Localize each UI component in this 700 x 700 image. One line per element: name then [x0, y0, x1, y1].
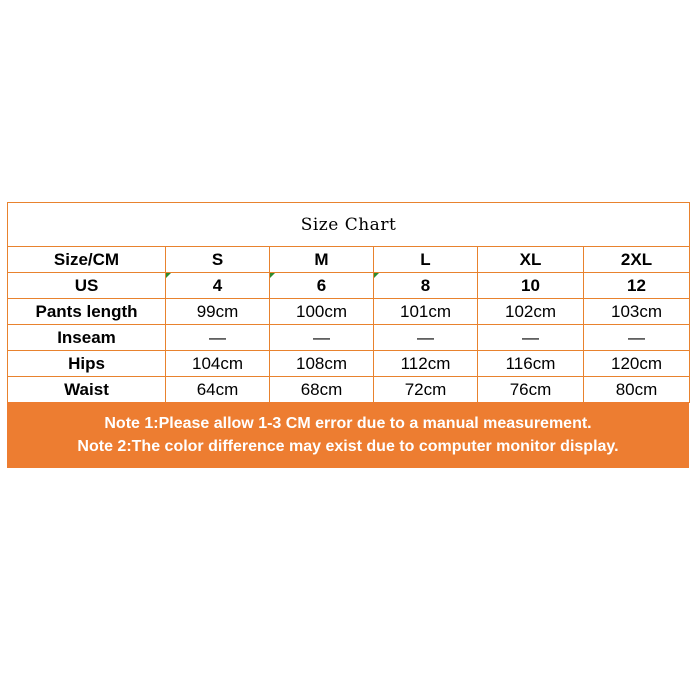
- table-cell: 101cm: [374, 299, 478, 325]
- table-cell: 72cm: [374, 377, 478, 403]
- size-header-m: M: [270, 247, 374, 273]
- table-cell: —: [374, 325, 478, 351]
- table-row: [8, 351, 690, 377]
- header-label: Size/CM: [8, 247, 166, 273]
- size-header-2xl: 2XL: [584, 247, 690, 273]
- row-label-us: US: [8, 273, 166, 299]
- cell-value: 4: [212, 275, 223, 295]
- chart-title: Size Chart: [8, 203, 690, 247]
- size-header-l: L: [374, 247, 478, 273]
- cell-value: 8: [420, 275, 431, 295]
- table-cell: [166, 273, 270, 299]
- table-row: [8, 273, 690, 299]
- size-table: [7, 202, 690, 403]
- table-cell: —: [166, 325, 270, 351]
- table-cell: [584, 273, 690, 299]
- table-cell: —: [270, 325, 374, 351]
- table-cell: [478, 273, 584, 299]
- cell-marker: [166, 273, 171, 278]
- table-cell: —: [478, 325, 584, 351]
- row-label-hips: Hips: [8, 351, 166, 377]
- cell-value: 10: [521, 275, 540, 295]
- table-cell: [270, 273, 374, 299]
- title-row: [8, 203, 690, 247]
- row-label-pants-length: Pants length: [8, 299, 166, 325]
- table-row: [8, 325, 690, 351]
- size-header-xl: XL: [478, 247, 584, 273]
- table-cell: 80cm: [584, 377, 690, 403]
- cell-marker: [270, 273, 275, 278]
- table-cell: 102cm: [478, 299, 584, 325]
- table-cell: 112cm: [374, 351, 478, 377]
- note-2: Note 2:The color difference may exist due to computer monitor display.: [77, 438, 619, 455]
- table-row: [8, 299, 690, 325]
- cell-marker: [374, 273, 379, 278]
- row-label-waist: Waist: [8, 377, 166, 403]
- note-1: Note 1:Please allow 1-3 CM error due to a manual measurement.: [104, 415, 592, 432]
- table-cell: 99cm: [166, 299, 270, 325]
- table-cell: —: [584, 325, 690, 351]
- notes-banner: [7, 402, 689, 468]
- table-cell: 76cm: [478, 377, 584, 403]
- size-chart: [7, 202, 689, 468]
- cell-value: 12: [627, 275, 646, 295]
- table-cell: 116cm: [478, 351, 584, 377]
- table-cell: 103cm: [584, 299, 690, 325]
- row-label-inseam: Inseam: [8, 325, 166, 351]
- table-cell: 104cm: [166, 351, 270, 377]
- table-cell: 68cm: [270, 377, 374, 403]
- table-cell: 64cm: [166, 377, 270, 403]
- size-header-s: S: [166, 247, 270, 273]
- table-cell: [374, 273, 478, 299]
- header-row: [8, 247, 690, 273]
- table-cell: 108cm: [270, 351, 374, 377]
- table-cell: 100cm: [270, 299, 374, 325]
- cell-value: 6: [316, 275, 327, 295]
- table-cell: 120cm: [584, 351, 690, 377]
- table-row: [8, 377, 690, 403]
